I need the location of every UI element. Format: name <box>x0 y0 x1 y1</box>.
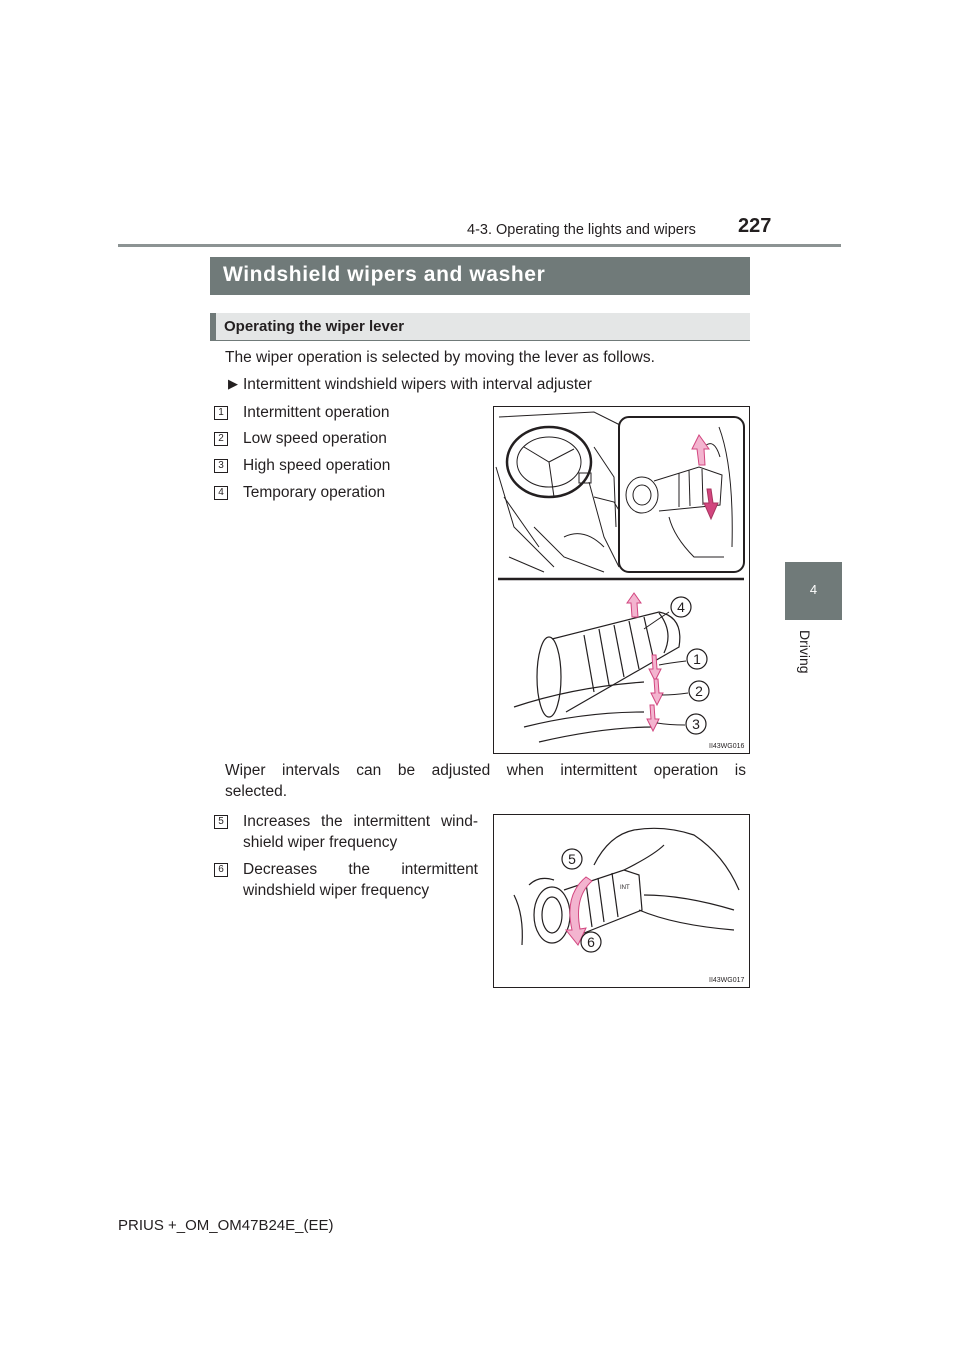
number-1-icon: 1 <box>214 406 228 420</box>
callout-1-label: 1 <box>693 651 701 667</box>
callout-3-label: 3 <box>692 716 700 732</box>
intro-text: The wiper operation is selected by moving the lever as follows. <box>225 349 655 366</box>
interval-note-line2: selected. <box>225 783 288 800</box>
bullet-text: Intermittent windshield wipers with interval adjuster <box>243 376 592 393</box>
number-3-icon: 3 <box>214 459 228 473</box>
triangle-right-icon: ▶ <box>228 376 238 391</box>
operation-2-label: Low speed operation <box>243 430 387 447</box>
sub-heading <box>210 313 750 341</box>
number-6-icon: 6 <box>214 863 228 877</box>
interval-note-line1: Wiper intervals can be adjusted when intermittent operation is <box>225 762 746 779</box>
operation-1-label: Intermittent operation <box>243 404 390 421</box>
wiper-lever-illustration <box>494 407 749 753</box>
wiper-lever-figure <box>493 406 750 754</box>
callout-2-label: 2 <box>695 683 703 699</box>
header-rule <box>118 244 841 247</box>
adjustment-5-line2: shield wiper frequency <box>243 834 398 851</box>
chapter-tab[interactable] <box>785 562 842 620</box>
interval-adjuster-illustration <box>494 815 749 987</box>
callout-4-label: 4 <box>677 599 685 615</box>
chapter-label: Driving <box>797 630 813 674</box>
callout-6-label: 6 <box>587 934 595 950</box>
page-number: 227 <box>738 215 772 237</box>
operation-4-label: Temporary operation <box>243 484 386 501</box>
number-5-icon: 5 <box>214 815 228 829</box>
adjustment-5-line1: Increases the intermittent wind- <box>243 813 478 830</box>
header-section-title: 4-3. Operating the lights and wipers <box>467 222 696 238</box>
figure-1-id: II43WG016 <box>709 743 745 750</box>
number-4-icon: 4 <box>214 486 228 500</box>
chapter-label-container <box>788 630 838 690</box>
chapter-number: 4 <box>809 582 818 597</box>
footer-doc-code: PRIUS +_OM_OM47B24E_(EE) <box>118 1217 334 1234</box>
dial-int-label: INT <box>620 885 630 891</box>
adjustment-6-line2: windshield wiper frequency <box>243 882 430 899</box>
callout-5-label: 5 <box>568 851 576 867</box>
adjustment-6-line1: Decreases the intermittent <box>243 861 478 878</box>
operation-3-label: High speed operation <box>243 457 391 474</box>
sub-heading-bar <box>210 313 216 341</box>
interval-adjuster-figure <box>493 814 750 988</box>
figure-2-id: II43WG017 <box>709 977 745 984</box>
sub-heading-text: Operating the wiper lever <box>224 318 405 335</box>
section-title: Windshield wipers and washer <box>210 257 750 295</box>
number-2-icon: 2 <box>214 432 228 446</box>
